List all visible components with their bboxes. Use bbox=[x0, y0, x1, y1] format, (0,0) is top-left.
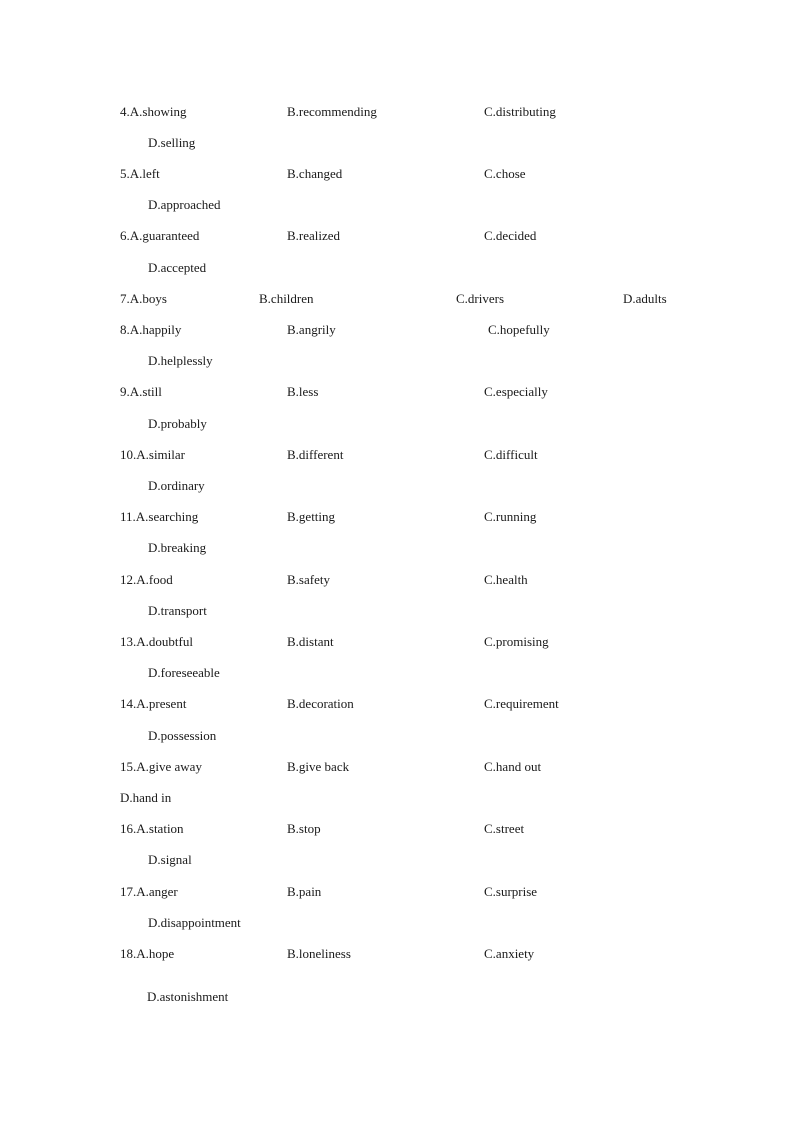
q14-option-c: C.requirement bbox=[484, 696, 559, 711]
q13-option-a: 13.A.doubtful bbox=[120, 634, 193, 649]
q11-option-d: D.breaking bbox=[148, 540, 207, 555]
q8-option-b: B.angrily bbox=[287, 322, 336, 337]
q6-option-a: 6.A.guaranteed bbox=[120, 228, 200, 243]
q9-option-c: C.especially bbox=[484, 384, 548, 399]
q15-option-a: 15.A.give away bbox=[120, 759, 202, 774]
q16-option-d: D.signal bbox=[148, 852, 192, 867]
q5-option-d: D.approached bbox=[148, 197, 221, 212]
q9-option-a: 9.A.still bbox=[120, 384, 162, 399]
q11-option-a: 11.A.searching bbox=[120, 509, 199, 524]
q14-option-b: B.decoration bbox=[287, 696, 354, 711]
q16-option-c: C.street bbox=[484, 821, 525, 836]
q7-option-c: C.drivers bbox=[456, 291, 505, 306]
q10-option-a: 10.A.similar bbox=[120, 447, 185, 462]
q14-option-a: 14.A.present bbox=[120, 696, 187, 711]
q18-option-d: D.astonishment bbox=[147, 989, 229, 1004]
q7-option-b: B.children bbox=[259, 291, 314, 306]
q6-option-c: C.decided bbox=[484, 228, 537, 243]
q4-option-b: B.recommending bbox=[287, 104, 377, 119]
q12-option-c: C.health bbox=[484, 572, 528, 587]
q15-option-d: D.hand in bbox=[120, 790, 172, 805]
q8-option-a: 8.A.happily bbox=[120, 322, 182, 337]
q12-option-b: B.safety bbox=[287, 572, 330, 587]
q6-option-d: D.accepted bbox=[148, 260, 207, 275]
q7-option-d: D.adults bbox=[623, 291, 667, 306]
q9-option-b: B.less bbox=[287, 384, 319, 399]
q8-option-d: D.helplessly bbox=[148, 353, 213, 368]
q4-option-d: D.selling bbox=[148, 135, 196, 150]
q15-option-c: C.hand out bbox=[484, 759, 542, 774]
q16-option-b: B.stop bbox=[287, 821, 321, 836]
q12-option-a: 12.A.food bbox=[120, 572, 173, 587]
q9-option-d: D.probably bbox=[148, 416, 207, 431]
q7-option-a: 7.A.boys bbox=[120, 291, 167, 306]
q16-option-a: 16.A.station bbox=[120, 821, 184, 836]
q13-option-b: B.distant bbox=[287, 634, 334, 649]
q18-option-c: C.anxiety bbox=[484, 946, 535, 961]
q10-option-d: D.ordinary bbox=[148, 478, 205, 493]
q11-option-b: B.getting bbox=[287, 509, 336, 524]
q5-option-c: C.chose bbox=[484, 166, 526, 181]
q5-option-b: B.changed bbox=[287, 166, 343, 181]
q17-option-c: C.surprise bbox=[484, 884, 538, 899]
q11-option-c: C.running bbox=[484, 509, 537, 524]
q10-option-b: B.different bbox=[287, 447, 344, 462]
q10-option-c: C.difficult bbox=[484, 447, 538, 462]
q18-option-b: B.loneliness bbox=[287, 946, 351, 961]
q13-option-c: C.promising bbox=[484, 634, 549, 649]
q5-option-a: 5.A.left bbox=[120, 166, 160, 181]
q17-option-d: D.disappointment bbox=[148, 915, 241, 930]
q13-option-d: D.foreseeable bbox=[148, 665, 220, 680]
q4-option-c: C.distributing bbox=[484, 104, 556, 119]
q14-option-d: D.possession bbox=[148, 728, 217, 743]
q8-option-c: C.hopefully bbox=[488, 322, 550, 337]
q18-option-a: 18.A.hope bbox=[120, 946, 175, 961]
q17-option-a: 17.A.anger bbox=[120, 884, 178, 899]
q15-option-b: B.give back bbox=[287, 759, 350, 774]
q12-option-d: D.transport bbox=[148, 603, 207, 618]
q4-option-a: 4.A.showing bbox=[120, 104, 187, 119]
q17-option-b: B.pain bbox=[287, 884, 322, 899]
q6-option-b: B.realized bbox=[287, 228, 341, 243]
